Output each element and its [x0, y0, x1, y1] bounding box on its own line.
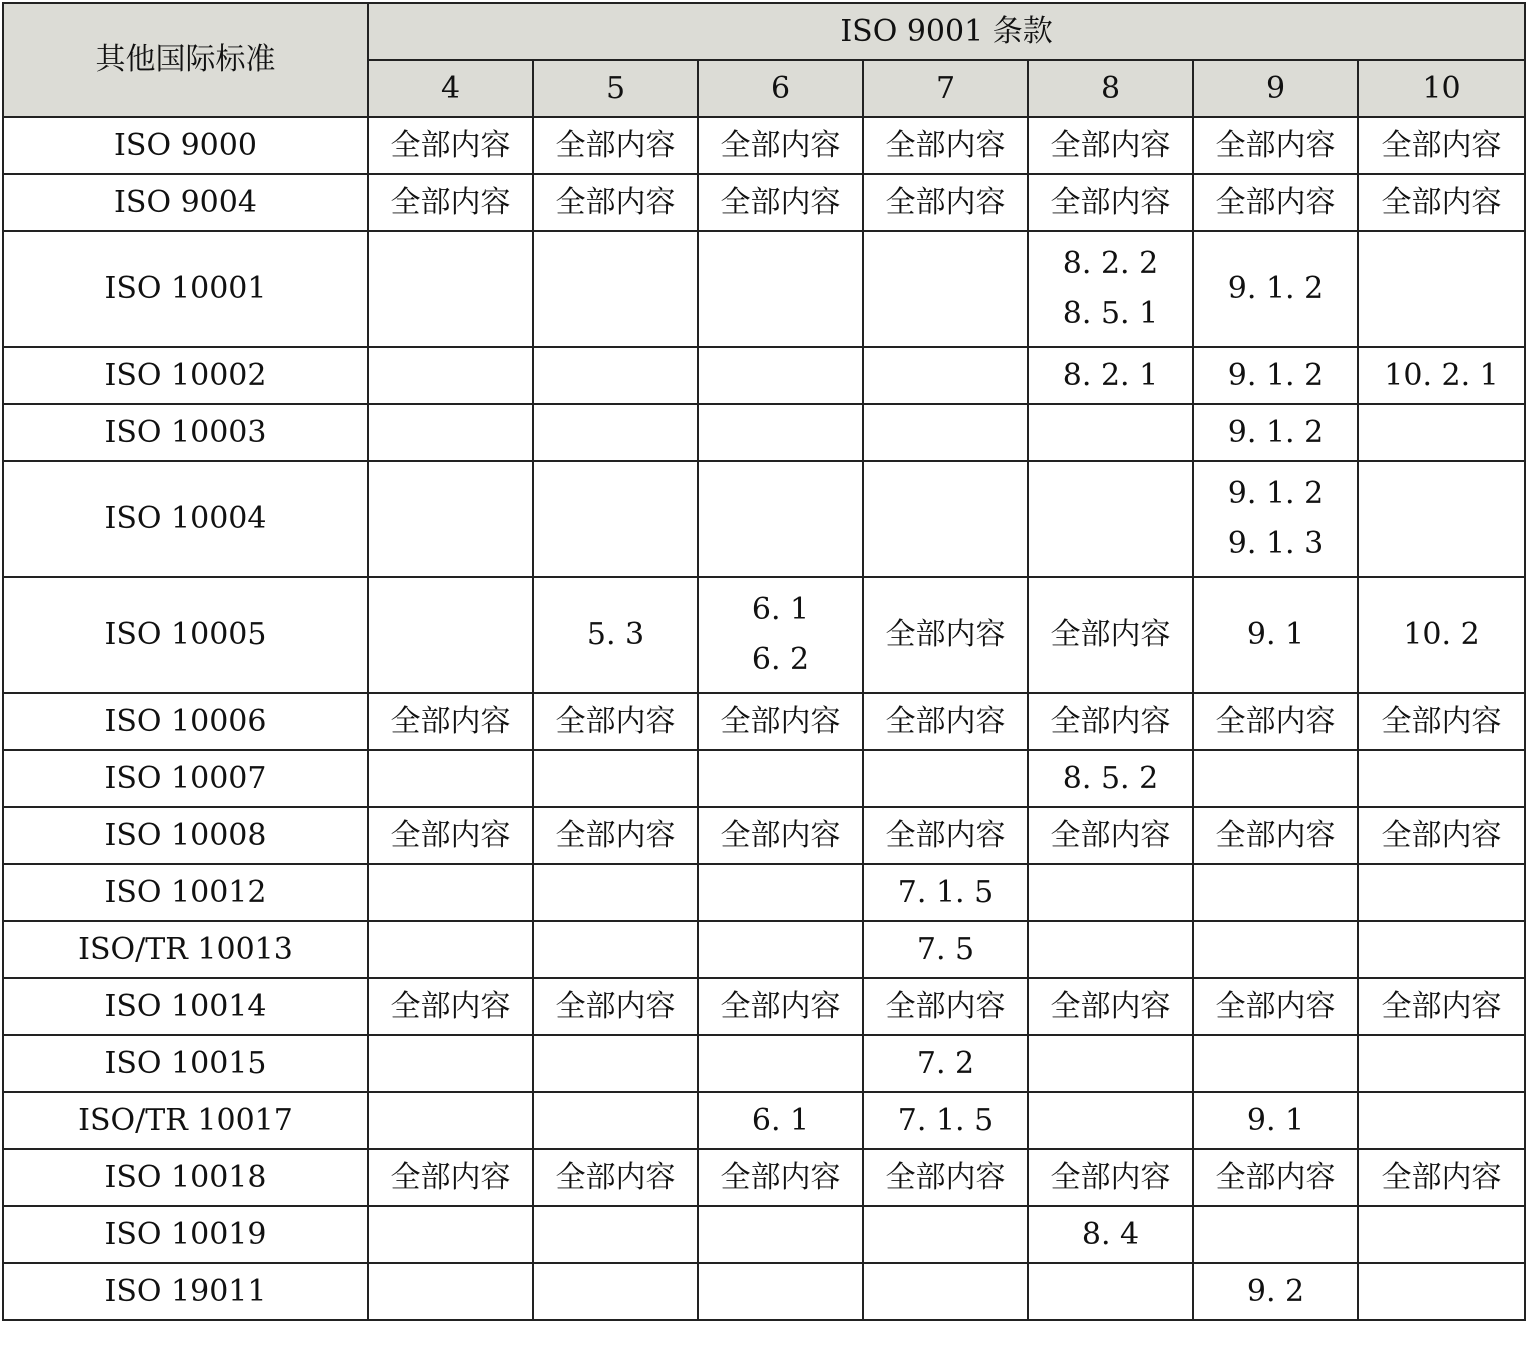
clause-cell: [698, 1206, 863, 1263]
clause-cell: [863, 1263, 1028, 1320]
table-row: [3, 807, 1525, 864]
clause-cell: [698, 864, 863, 921]
standard-name-cell: ISO 9000: [3, 117, 368, 174]
clause-cell: 9. 1: [1193, 1092, 1358, 1149]
clause-cell: 全部内容: [1028, 577, 1193, 693]
clause-cell: [698, 1263, 863, 1320]
clause-cell: 全部内容: [533, 174, 698, 231]
clause-cell: [863, 1206, 1028, 1263]
table-row: [3, 1092, 1525, 1149]
clause-cell: 全部内容: [368, 117, 533, 174]
standard-name-cell: ISO 10005: [3, 577, 368, 693]
header-row-group: [3, 3, 1525, 60]
table-row: [3, 577, 1525, 693]
clause-cell: 全部内容: [1028, 807, 1193, 864]
table-row: [3, 461, 1525, 577]
clause-header: 6: [698, 60, 863, 117]
clause-cell: 全部内容: [698, 693, 863, 750]
clause-cell: 全部内容: [1358, 807, 1525, 864]
table-row: [3, 921, 1525, 978]
clause-cell: 8. 2. 1: [1028, 347, 1193, 404]
clause-cell: 9. 1. 2: [1193, 347, 1358, 404]
clause-cell: [1193, 1035, 1358, 1092]
clause-cell-line: 8. 2. 2: [1062, 246, 1159, 281]
clause-cell: [1028, 231, 1193, 347]
clause-cell: [1193, 1206, 1358, 1263]
clause-header: 5: [533, 60, 698, 117]
clause-cell: [1358, 231, 1525, 347]
clause-cell: [698, 347, 863, 404]
standard-name-cell: ISO 10006: [3, 693, 368, 750]
clause-cell: [1358, 864, 1525, 921]
clause-cell: 全部内容: [863, 1149, 1028, 1206]
clause-cell: [533, 1206, 698, 1263]
clause-cell: 全部内容: [1193, 807, 1358, 864]
clause-cell: [368, 404, 533, 461]
clause-cell: 5. 3: [533, 577, 698, 693]
clause-cell: 全部内容: [698, 174, 863, 231]
clause-cell: [1028, 1263, 1193, 1320]
standard-name-cell: ISO 10012: [3, 864, 368, 921]
clause-cell: 全部内容: [1193, 693, 1358, 750]
clause-cell: [533, 864, 698, 921]
clause-cell: 全部内容: [368, 978, 533, 1035]
clause-cell: [1193, 864, 1358, 921]
clause-cell: [1358, 1263, 1525, 1320]
clause-cell: [533, 750, 698, 807]
clause-cell: 全部内容: [863, 174, 1028, 231]
clause-cell: [1193, 921, 1358, 978]
clause-cell: 全部内容: [863, 978, 1028, 1035]
clause-cell: [698, 1035, 863, 1092]
standard-name-cell: ISO 10001: [3, 231, 368, 347]
clause-cell: 全部内容: [863, 693, 1028, 750]
clause-header: 4: [368, 60, 533, 117]
clause-cell: 7. 1. 5: [863, 1092, 1028, 1149]
table-row: [3, 1149, 1525, 1206]
standard-name-cell: ISO 10008: [3, 807, 368, 864]
clause-cell: 10. 2. 1: [1358, 347, 1525, 404]
standard-name-cell: ISO 10003: [3, 404, 368, 461]
clause-cell: [368, 921, 533, 978]
clause-cell: 全部内容: [1193, 1149, 1358, 1206]
clause-cell: 全部内容: [533, 978, 698, 1035]
clause-cell: [533, 347, 698, 404]
clause-cell: 全部内容: [863, 807, 1028, 864]
clause-cell: [1028, 1035, 1193, 1092]
clause-cell: [533, 1263, 698, 1320]
clause-cell: 全部内容: [863, 577, 1028, 693]
clause-cell: [863, 750, 1028, 807]
clause-cell: 全部内容: [1028, 978, 1193, 1035]
clause-cell: [698, 577, 863, 693]
clause-cell: [1358, 750, 1525, 807]
clause-cell: 7. 1. 5: [863, 864, 1028, 921]
group-header: ISO 9001 条款: [368, 3, 1525, 60]
clause-cell: 9. 2: [1193, 1263, 1358, 1320]
standard-name-cell: ISO 19011: [3, 1263, 368, 1320]
clause-cell: [1193, 750, 1358, 807]
table-body: [3, 117, 1525, 1320]
table-row: [3, 404, 1525, 461]
iso-clause-mapping-table: [2, 2, 1526, 1321]
clause-cell: [863, 404, 1028, 461]
table-row: [3, 693, 1525, 750]
clause-cell-line: 9. 1. 3: [1227, 526, 1324, 561]
standard-name-cell: ISO 10015: [3, 1035, 368, 1092]
table-row: [3, 347, 1525, 404]
clause-cell: 9. 1. 2: [1193, 404, 1358, 461]
standard-name-cell: ISO 10018: [3, 1149, 368, 1206]
clause-cell: [1358, 461, 1525, 577]
clause-cell: 全部内容: [1193, 978, 1358, 1035]
clause-cell: [368, 750, 533, 807]
clause-cell: [533, 1035, 698, 1092]
clause-cell: [1358, 921, 1525, 978]
standard-name-cell: ISO/TR 10013: [3, 921, 368, 978]
clause-cell: [863, 231, 1028, 347]
clause-cell: [698, 921, 863, 978]
clause-header: 10: [1358, 60, 1525, 117]
clause-cell: 9. 1: [1193, 577, 1358, 693]
clause-cell: [863, 347, 1028, 404]
clause-cell: [368, 1206, 533, 1263]
standard-name-cell: ISO/TR 10017: [3, 1092, 368, 1149]
clause-cell: [1028, 1092, 1193, 1149]
clause-cell: [533, 921, 698, 978]
standard-name-cell: ISO 10019: [3, 1206, 368, 1263]
clause-cell: 全部内容: [1358, 174, 1525, 231]
standard-name-cell: ISO 10004: [3, 461, 368, 577]
clause-cell: [698, 404, 863, 461]
clause-cell: 全部内容: [863, 117, 1028, 174]
clause-cell: 6. 1: [698, 1092, 863, 1149]
clause-cell: 7. 2: [863, 1035, 1028, 1092]
clause-cell: 全部内容: [368, 174, 533, 231]
clause-cell: 全部内容: [533, 117, 698, 174]
clause-cell: [368, 347, 533, 404]
table-row: [3, 231, 1525, 347]
table-row: [3, 978, 1525, 1035]
clause-header: 7: [863, 60, 1028, 117]
clause-cell: [1028, 921, 1193, 978]
clause-cell: [1028, 404, 1193, 461]
clause-cell-line: 9. 1. 2: [1227, 476, 1324, 511]
clause-cell: 全部内容: [368, 807, 533, 864]
clause-cell: 全部内容: [1028, 693, 1193, 750]
clause-cell: [533, 1092, 698, 1149]
clause-cell: [1028, 461, 1193, 577]
clause-cell: [533, 231, 698, 347]
clause-cell: 全部内容: [1028, 117, 1193, 174]
clause-cell: [368, 864, 533, 921]
corner-header: 其他国际标准: [3, 3, 368, 117]
clause-cell-line: 6. 2: [751, 642, 810, 677]
table-row: [3, 117, 1525, 174]
clause-cell: [698, 461, 863, 577]
clause-cell: 8. 4: [1028, 1206, 1193, 1263]
clause-cell: [533, 404, 698, 461]
clause-cell: 全部内容: [1358, 117, 1525, 174]
clause-cell: 全部内容: [1028, 174, 1193, 231]
clause-cell: [1028, 864, 1193, 921]
clause-cell: [1193, 461, 1358, 577]
clause-cell: [368, 231, 533, 347]
clause-cell-line: 6. 1: [751, 592, 810, 627]
table-row: [3, 1263, 1525, 1320]
standard-name-cell: ISO 10014: [3, 978, 368, 1035]
table-row: [3, 750, 1525, 807]
clause-cell-line: 8. 5. 1: [1062, 296, 1159, 331]
clause-cell: 全部内容: [1028, 1149, 1193, 1206]
clause-cell: [368, 1092, 533, 1149]
clause-cell: 7. 5: [863, 921, 1028, 978]
clause-header: 9: [1193, 60, 1358, 117]
clause-cell: [368, 1035, 533, 1092]
clause-cell: [1358, 1035, 1525, 1092]
clause-cell: 全部内容: [698, 807, 863, 864]
table-row: [3, 1206, 1525, 1263]
clause-cell: 全部内容: [1358, 693, 1525, 750]
table-row: [3, 864, 1525, 921]
clause-cell: 10. 2: [1358, 577, 1525, 693]
clause-cell: [368, 577, 533, 693]
clause-cell: [533, 461, 698, 577]
clause-cell: 全部内容: [533, 1149, 698, 1206]
standard-name-cell: ISO 9004: [3, 174, 368, 231]
clause-cell: 全部内容: [368, 1149, 533, 1206]
table-header: [3, 3, 1525, 117]
clause-cell: 全部内容: [1193, 117, 1358, 174]
table-row: [3, 1035, 1525, 1092]
standard-name-cell: ISO 10007: [3, 750, 368, 807]
clause-header: 8: [1028, 60, 1193, 117]
clause-cell: 8. 5. 2: [1028, 750, 1193, 807]
clause-cell: [368, 461, 533, 577]
clause-cell: 全部内容: [698, 978, 863, 1035]
clause-cell: 9. 1. 2: [1193, 231, 1358, 347]
clause-cell: [698, 231, 863, 347]
clause-cell: 全部内容: [1358, 978, 1525, 1035]
clause-cell: [368, 1263, 533, 1320]
clause-cell: 全部内容: [1193, 174, 1358, 231]
clause-cell: 全部内容: [368, 693, 533, 750]
clause-cell: [698, 750, 863, 807]
clause-cell: 全部内容: [533, 807, 698, 864]
standard-name-cell: ISO 10002: [3, 347, 368, 404]
clause-cell: [863, 461, 1028, 577]
clause-cell: [1358, 1092, 1525, 1149]
clause-cell: 全部内容: [698, 1149, 863, 1206]
clause-cell: [1358, 404, 1525, 461]
table-row: [3, 174, 1525, 231]
clause-cell: 全部内容: [698, 117, 863, 174]
clause-cell: [1358, 1206, 1525, 1263]
clause-cell: 全部内容: [1358, 1149, 1525, 1206]
clause-cell: 全部内容: [533, 693, 698, 750]
